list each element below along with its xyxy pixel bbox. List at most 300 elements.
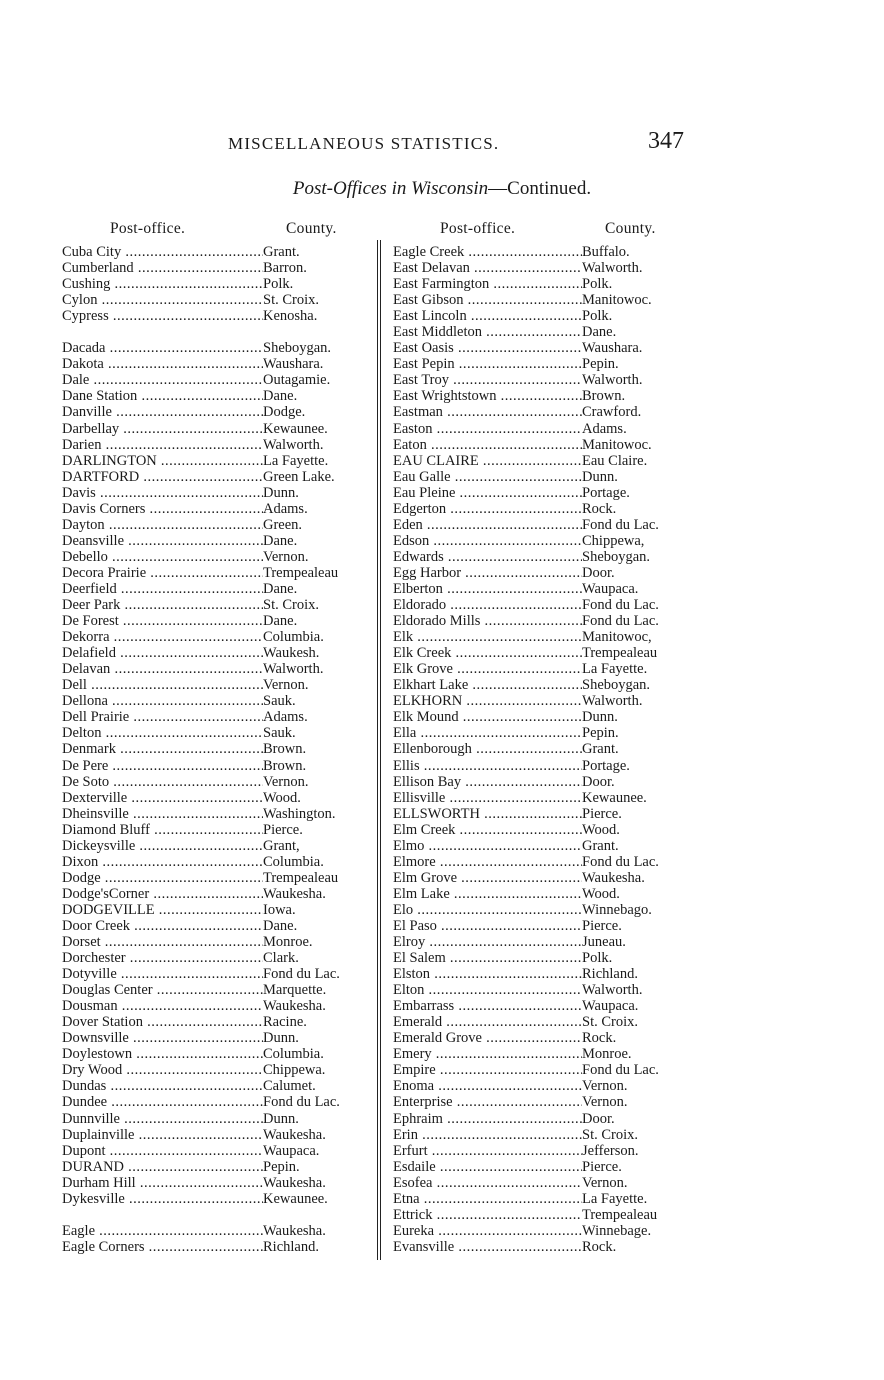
table-row	[393, 501, 713, 517]
column-header-left-post-office: Post-office.	[110, 220, 186, 237]
county-name: Sheboygan.	[582, 548, 651, 565]
post-office-name: Darien .....	[62, 437, 263, 453]
table-row	[62, 854, 382, 870]
table-row	[62, 388, 382, 404]
county-name: Waukesh.	[263, 645, 320, 662]
post-office-name: Esofea .....	[393, 1175, 582, 1191]
post-office-name: Enoma .....	[393, 1078, 582, 1094]
post-office-name: Elton .....	[393, 982, 582, 998]
county-name: Polk.	[582, 308, 613, 325]
table-row	[62, 693, 382, 709]
county-name: Green Lake.	[263, 468, 335, 485]
table-row-spacer	[62, 324, 382, 340]
table-row	[62, 1111, 382, 1127]
county-name: Winnebage.	[582, 1222, 652, 1239]
post-office-name: Denmark .....	[62, 741, 263, 757]
table-row	[62, 709, 382, 725]
county-name: Pierce.	[582, 917, 622, 934]
post-office-name: Darbellay .....	[62, 421, 263, 437]
table-row	[62, 1014, 382, 1030]
table-row	[393, 581, 713, 597]
table-row	[393, 1239, 713, 1255]
post-office-name: Elm Creek .....	[393, 822, 582, 838]
post-office-name: Dry Wood .....	[62, 1062, 263, 1078]
table-row	[393, 693, 713, 709]
post-office-name: ELLSWORTH .....	[393, 806, 582, 822]
county-name: Trempealeau	[582, 1206, 658, 1223]
table-row	[393, 774, 713, 790]
county-name: Adams.	[263, 500, 308, 517]
table-row	[62, 1175, 382, 1191]
post-office-name: Delton .....	[62, 725, 263, 741]
county-name: Dunn.	[582, 468, 618, 485]
post-office-name: Eden .....	[393, 517, 582, 533]
post-office-name: El Salem .....	[393, 950, 582, 966]
post-office-name: Edson .....	[393, 533, 582, 549]
county-name: Grant.	[582, 741, 619, 758]
table-row	[62, 838, 382, 854]
post-office-name: East Wrightstown .....	[393, 388, 582, 404]
table-row	[393, 950, 713, 966]
post-office-name: Ellenborough .....	[393, 741, 582, 757]
table-row	[62, 1030, 382, 1046]
table-row	[393, 597, 713, 613]
county-name: Kewaunee.	[263, 420, 328, 437]
county-name: Pepin.	[263, 1158, 300, 1175]
post-office-name: Duplainville .....	[62, 1127, 263, 1143]
county-name: St. Croix.	[582, 1126, 638, 1143]
table-row	[393, 324, 713, 340]
post-office-name: Dorchester .....	[62, 950, 263, 966]
county-name: La Fayette.	[582, 1190, 648, 1207]
county-name: Brown.	[582, 388, 626, 405]
post-office-name: Doylestown .....	[62, 1046, 263, 1062]
county-name: Chippewa,	[582, 532, 645, 549]
county-name: Juneau.	[582, 934, 626, 951]
post-office-name: Ella .....	[393, 725, 582, 741]
county-name: Pepin.	[582, 725, 619, 742]
post-office-name: Ellis .....	[393, 758, 582, 774]
post-office-name: Elm Grove .....	[393, 870, 582, 886]
county-name: Door.	[582, 1110, 615, 1127]
table-row	[62, 517, 382, 533]
post-office-name: Elmo .....	[393, 838, 582, 854]
post-office-name: Dundas .....	[62, 1078, 263, 1094]
post-office-name: Dixon .....	[62, 854, 263, 870]
post-office-name: Eagle .....	[62, 1223, 263, 1239]
county-name: Fond du Lac.	[582, 853, 659, 870]
table-row	[62, 741, 382, 757]
table-row	[62, 886, 382, 902]
county-name: Dane.	[582, 324, 617, 341]
post-office-name: East Farmington .....	[393, 276, 582, 292]
right-post-office-list	[393, 244, 713, 1255]
post-office-name: EAU CLAIRE .....	[393, 453, 582, 469]
table-row	[62, 774, 382, 790]
county-name: Dodge.	[263, 404, 306, 421]
county-name: Trempealeau	[582, 645, 658, 662]
table-row	[393, 292, 713, 308]
table-row	[393, 790, 713, 806]
table-row	[393, 870, 713, 886]
county-name: Wood.	[582, 885, 620, 902]
table-row	[62, 870, 382, 886]
table-row	[393, 741, 713, 757]
post-office-name: Dexterville .....	[62, 790, 263, 806]
county-name: Portage.	[582, 757, 630, 774]
county-name: Kewaunee.	[582, 789, 647, 806]
county-name: Walworth.	[582, 260, 643, 277]
table-row	[62, 437, 382, 453]
table-row	[393, 966, 713, 982]
post-office-name: Cuba City .....	[62, 244, 263, 260]
table-row	[62, 758, 382, 774]
table-row	[62, 1239, 382, 1255]
table-row	[62, 340, 382, 356]
table-row	[62, 1062, 382, 1078]
post-office-name: Dakota .....	[62, 356, 263, 372]
post-office-name: Elkhart Lake .....	[393, 677, 582, 693]
column-divider	[377, 240, 381, 1260]
table-row	[62, 1094, 382, 1110]
post-office-name: Ellison Bay .....	[393, 774, 582, 790]
table-row	[62, 1143, 382, 1159]
county-name: Waukesha.	[263, 1174, 326, 1191]
county-name: Kenosha.	[263, 308, 318, 325]
post-office-name: East Lincoln .....	[393, 308, 582, 324]
table-row	[62, 308, 382, 324]
table-row	[393, 1191, 713, 1207]
county-name: Columbia.	[263, 1046, 324, 1063]
county-name: Waukesha.	[263, 1222, 326, 1239]
table-row	[393, 372, 713, 388]
post-office-name: Deerfield .....	[62, 581, 263, 597]
post-office-name: Dheinsville .....	[62, 806, 263, 822]
table-row	[393, 998, 713, 1014]
county-name: Fond du Lac.	[582, 597, 659, 614]
table-row	[62, 244, 382, 260]
county-name: Pierce.	[263, 821, 303, 838]
county-name: Vernon.	[582, 1174, 628, 1191]
table-row	[62, 421, 382, 437]
table-caption	[0, 178, 884, 200]
table-row	[62, 822, 382, 838]
county-name: Chippewa.	[263, 1062, 326, 1079]
county-name: Iowa.	[263, 901, 296, 918]
table-row	[393, 1127, 713, 1143]
table-row	[62, 533, 382, 549]
county-name: Rock.	[582, 1238, 617, 1255]
table-row	[62, 661, 382, 677]
table-row	[393, 1062, 713, 1078]
table-row	[393, 1143, 713, 1159]
post-office-name: Danville .....	[62, 404, 263, 420]
county-name: Sheboygan.	[582, 677, 651, 694]
post-office-name: Elroy .....	[393, 934, 582, 950]
post-office-name: Dale .....	[62, 372, 263, 388]
county-name: Dane.	[263, 388, 298, 405]
table-row	[62, 565, 382, 581]
county-name: Dane.	[263, 532, 298, 549]
post-office-name: Dotyville .....	[62, 966, 263, 982]
post-office-name: Egg Harbor .....	[393, 565, 582, 581]
table-row	[393, 758, 713, 774]
county-name: Columbia.	[263, 629, 324, 646]
county-name: Wood.	[263, 789, 301, 806]
county-name: Buffalo.	[582, 244, 630, 260]
column-header-right-post-office: Post-office.	[440, 220, 516, 237]
table-row	[62, 934, 382, 950]
county-name: Vernon.	[582, 1078, 628, 1095]
county-name: Vernon.	[263, 677, 309, 694]
post-office-name: Durham Hill .....	[62, 1175, 263, 1191]
county-name: Kewaunee.	[263, 1190, 328, 1207]
post-office-name: Debello .....	[62, 549, 263, 565]
county-name: Polk.	[263, 276, 294, 293]
county-name: Racine.	[263, 1014, 307, 1031]
county-name: Dunn.	[263, 484, 299, 501]
table-row	[393, 421, 713, 437]
county-name: Monroe.	[582, 1046, 632, 1063]
post-office-name: De Soto .....	[62, 774, 263, 790]
post-office-name: Door Creek .....	[62, 918, 263, 934]
table-row	[62, 501, 382, 517]
table-row	[62, 581, 382, 597]
table-row	[393, 677, 713, 693]
post-office-name: Dupont .....	[62, 1143, 263, 1159]
table-row	[393, 709, 713, 725]
table-row	[393, 1223, 713, 1239]
post-office-name: Dover Station .....	[62, 1014, 263, 1030]
county-name: Calumet.	[263, 1078, 316, 1095]
post-office-name: Eldorado .....	[393, 597, 582, 613]
table-row	[393, 629, 713, 645]
caption-suffix: —Continued.	[488, 178, 592, 199]
county-name: Waukesha.	[582, 869, 645, 886]
county-name: Vernon.	[582, 1094, 628, 1111]
county-name: Trempealeau	[263, 564, 339, 581]
table-row	[393, 886, 713, 902]
county-name: Walworth.	[582, 982, 643, 999]
county-name: Walworth.	[582, 693, 643, 710]
table-row	[62, 1078, 382, 1094]
county-name: Door.	[582, 773, 615, 790]
post-office-name: DARLINGTON .....	[62, 453, 263, 469]
post-office-name: Erfurt .....	[393, 1143, 582, 1159]
table-row	[62, 1223, 382, 1239]
county-name: Dane.	[263, 613, 298, 630]
county-name: Adams.	[263, 709, 308, 726]
county-name: Wood.	[582, 821, 620, 838]
county-name: Fond du Lac.	[582, 613, 659, 630]
county-name: Dane.	[263, 580, 298, 597]
county-name: Fond du Lac.	[582, 1062, 659, 1079]
table-row	[62, 292, 382, 308]
table-row	[62, 404, 382, 420]
county-name: Richland.	[582, 966, 638, 983]
table-row	[393, 838, 713, 854]
column-header-right-county: County.	[605, 220, 656, 237]
post-office-name: Douglas Center .....	[62, 982, 263, 998]
county-name: Polk.	[582, 276, 613, 293]
table-row	[393, 1111, 713, 1127]
county-name: Grant,	[263, 837, 300, 854]
post-office-name: Diamond Bluff .....	[62, 822, 263, 838]
post-office-name: Elmore .....	[393, 854, 582, 870]
county-name: Waupaca.	[263, 1142, 320, 1159]
county-name: Waushara.	[263, 356, 324, 373]
table-row	[62, 950, 382, 966]
post-office-name: Eau Galle .....	[393, 469, 582, 485]
table-row	[393, 661, 713, 677]
table-row	[393, 340, 713, 356]
table-row-spacer	[62, 1207, 382, 1223]
table-row	[393, 517, 713, 533]
county-name: Green.	[263, 516, 303, 533]
table-row	[62, 372, 382, 388]
table-row	[393, 388, 713, 404]
county-name: Dane.	[263, 917, 298, 934]
county-name: Barron.	[263, 260, 307, 277]
post-office-name: East Delavan .....	[393, 260, 582, 276]
county-name: Waukesha.	[263, 885, 326, 902]
post-office-name: Decora Prairie .....	[62, 565, 263, 581]
county-name: Walworth.	[263, 661, 324, 678]
county-name: Sauk.	[263, 693, 296, 710]
table-row	[62, 645, 382, 661]
post-office-name: DARTFORD .....	[62, 469, 263, 485]
post-office-name: Ettrick .....	[393, 1207, 582, 1223]
post-office-name: Emery .....	[393, 1046, 582, 1062]
county-name: Crawford.	[582, 404, 642, 421]
post-office-name: Eagle Creek .....	[393, 244, 582, 260]
table-row	[62, 1046, 382, 1062]
county-name: Fond du Lac.	[263, 966, 340, 983]
county-name: Marquette.	[263, 982, 327, 999]
post-office-name: Dodge'sCorner .....	[62, 886, 263, 902]
post-office-name: ELKHORN .....	[393, 693, 582, 709]
post-office-name: Davis Corners .....	[62, 501, 263, 517]
county-name: Washington.	[263, 805, 336, 822]
table-row	[393, 565, 713, 581]
county-name: Monroe.	[263, 934, 313, 951]
county-name: Outagamie.	[263, 372, 331, 389]
county-name: Pepin.	[582, 356, 619, 373]
post-office-name: Elo .....	[393, 902, 582, 918]
table-row	[393, 613, 713, 629]
county-name: Clark.	[263, 950, 299, 967]
table-row	[62, 1127, 382, 1143]
county-name: Vernon.	[263, 548, 309, 565]
post-office-name: Dickeysville .....	[62, 838, 263, 854]
county-name: Columbia.	[263, 853, 324, 870]
county-name: Jefferson.	[582, 1142, 639, 1159]
table-row	[393, 918, 713, 934]
post-office-name: Dacada .....	[62, 340, 263, 356]
table-row	[62, 725, 382, 741]
post-office-name: Emerald .....	[393, 1014, 582, 1030]
post-office-name: Deansville .....	[62, 533, 263, 549]
table-row	[393, 437, 713, 453]
post-office-name: Esdaile .....	[393, 1159, 582, 1175]
post-office-name: Davis .....	[62, 485, 263, 501]
post-office-name: Ephraim .....	[393, 1111, 582, 1127]
post-office-name: Delavan .....	[62, 661, 263, 677]
county-name: Sauk.	[263, 725, 296, 742]
table-row	[393, 934, 713, 950]
post-office-name: Elk .....	[393, 629, 582, 645]
table-row	[393, 725, 713, 741]
county-name: Polk.	[582, 950, 613, 967]
table-row	[62, 998, 382, 1014]
post-office-name: Elm Lake .....	[393, 886, 582, 902]
post-office-name: Ellisville .....	[393, 790, 582, 806]
county-name: Winnebago.	[582, 901, 652, 918]
table-row	[62, 1159, 382, 1175]
post-office-name: DODGEVILLE .....	[62, 902, 263, 918]
post-office-name: Erin .....	[393, 1127, 582, 1143]
table-row	[62, 1191, 382, 1207]
post-office-name: Elk Creek .....	[393, 645, 582, 661]
post-office-name: Eagle Corners .....	[62, 1239, 263, 1255]
table-row	[62, 549, 382, 565]
table-row	[62, 806, 382, 822]
caption-title: Post-Offices in Wisconsin	[292, 178, 489, 199]
post-office-name: Edgerton .....	[393, 501, 582, 517]
post-office-name: De Pere .....	[62, 758, 263, 774]
table-row	[62, 469, 382, 485]
post-office-name: Cylon .....	[62, 292, 263, 308]
county-name: Door.	[582, 564, 615, 581]
post-office-name: Downsville .....	[62, 1030, 263, 1046]
county-name: Grant.	[263, 244, 300, 260]
county-name: Sheboygan.	[263, 340, 332, 357]
table-row	[393, 806, 713, 822]
table-row	[62, 902, 382, 918]
post-office-name: Dane Station .....	[62, 388, 263, 404]
table-row	[393, 308, 713, 324]
county-name: Adams.	[582, 420, 627, 437]
county-name: Vernon.	[263, 773, 309, 790]
table-row	[393, 260, 713, 276]
county-name: Richland.	[263, 1238, 319, 1255]
table-row	[393, 1207, 713, 1223]
running-title: MISCELLANEOUS STATISTICS.	[228, 134, 500, 153]
county-name: Rock.	[582, 500, 617, 517]
table-row	[393, 1094, 713, 1110]
table-row	[393, 902, 713, 918]
post-office-name: Delafield .....	[62, 645, 263, 661]
post-office-name: Eldorado Mills .....	[393, 613, 582, 629]
county-name: Waupaca.	[582, 580, 639, 597]
table-row	[62, 629, 382, 645]
post-office-name: Eureka .....	[393, 1223, 582, 1239]
post-office-name: Dekorra .....	[62, 629, 263, 645]
table-row	[393, 356, 713, 372]
county-name: Waushara.	[582, 340, 643, 357]
table-row	[62, 276, 382, 292]
post-office-name: Elston .....	[393, 966, 582, 982]
county-name: Brown.	[263, 741, 307, 758]
table-row	[62, 918, 382, 934]
post-office-name: Dunnville .....	[62, 1111, 263, 1127]
table-row	[393, 822, 713, 838]
table-row	[393, 982, 713, 998]
county-name: La Fayette.	[582, 661, 648, 678]
county-name: Brown.	[263, 757, 307, 774]
county-name: Waukesha.	[263, 1126, 326, 1143]
post-office-name: East Gibson .....	[393, 292, 582, 308]
